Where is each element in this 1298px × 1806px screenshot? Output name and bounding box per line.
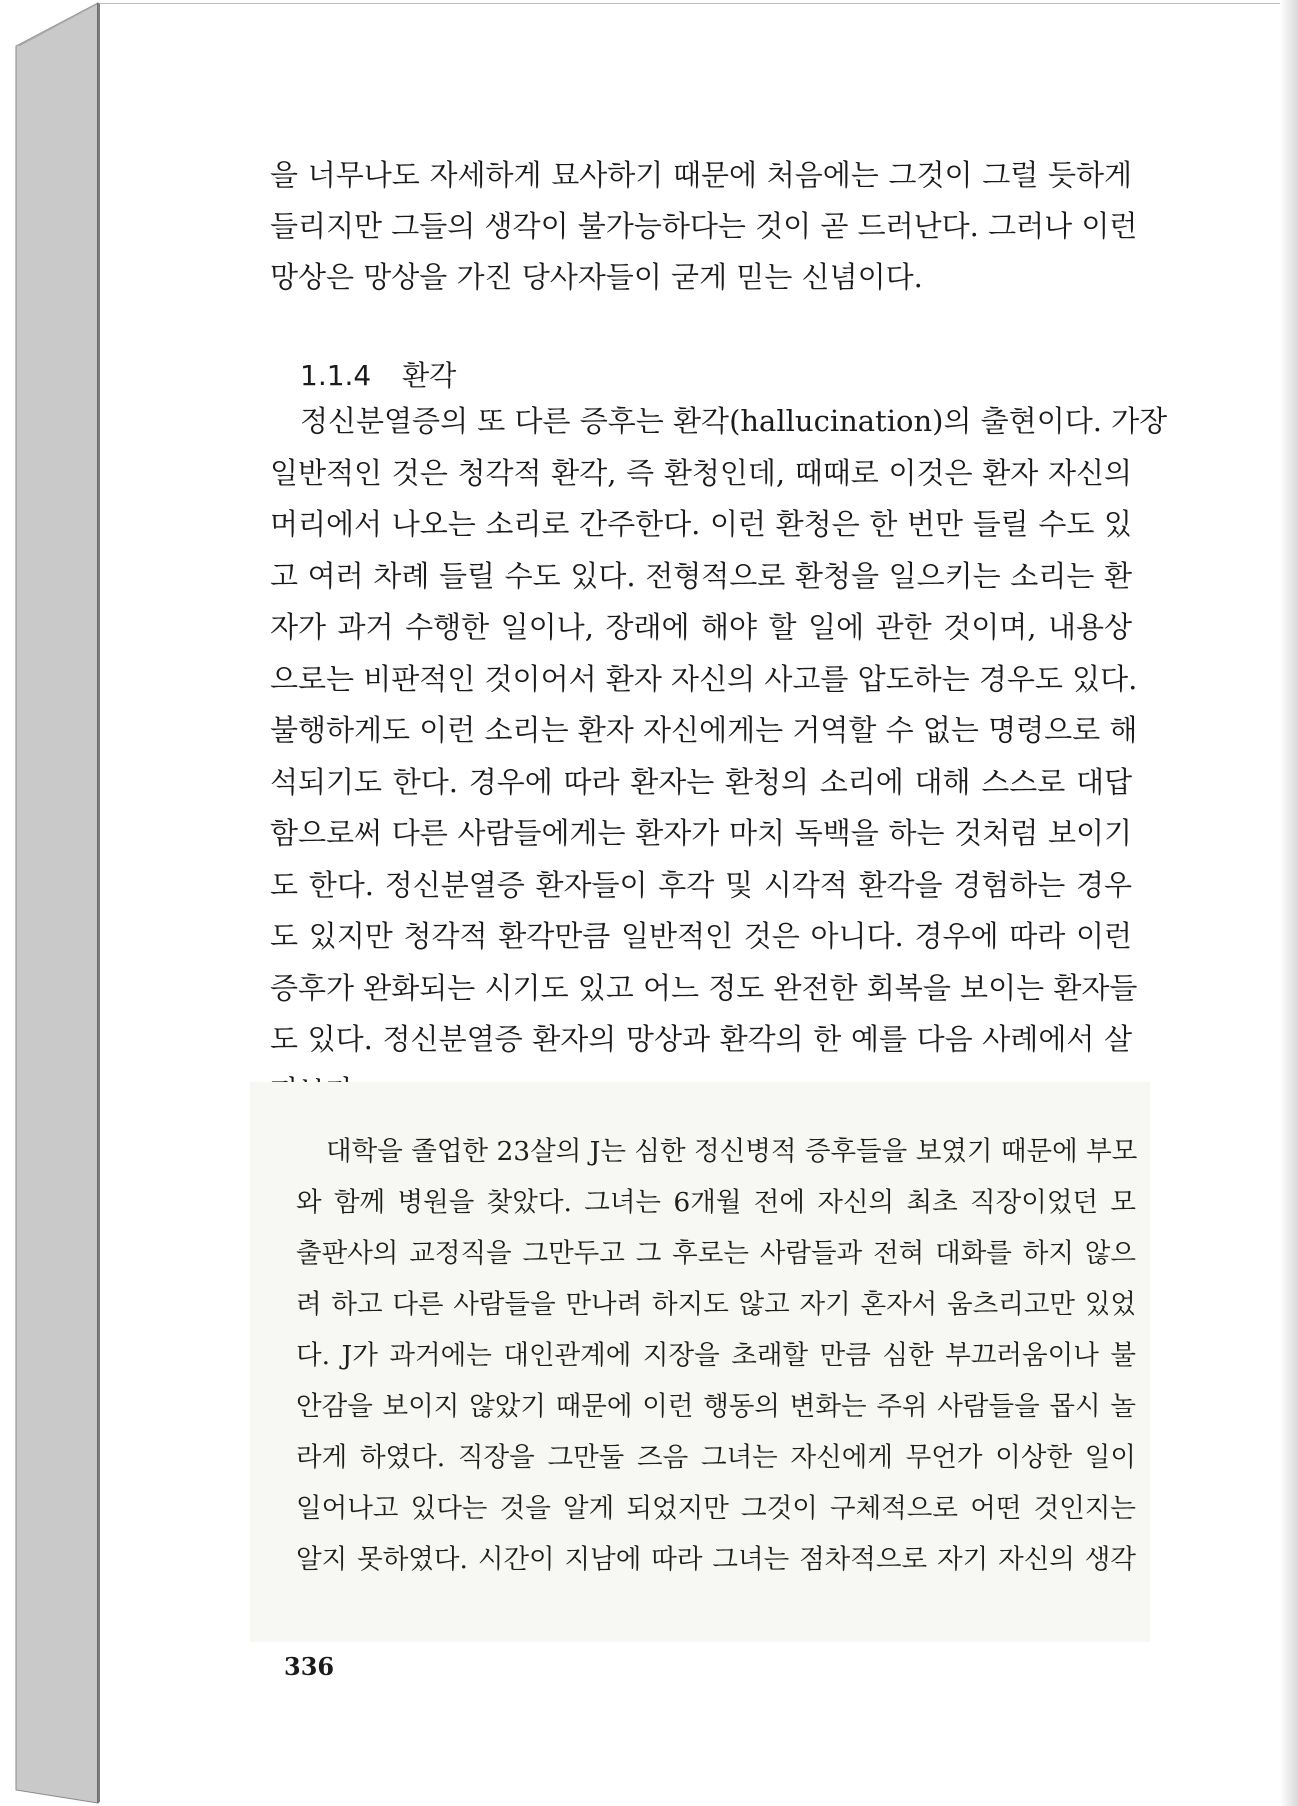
- paragraph-hallucination: [270, 396, 1168, 1117]
- section-title: 환각: [402, 359, 457, 392]
- paragraph-delusion-continued: [270, 150, 1138, 303]
- text-line: 함으로써 다른 사람들에게는 환자가 마치 독백을 하는 것처럼 보이기: [270, 816, 1132, 850]
- text-line: 도 있지만 청각적 환각만큼 일반적인 것은 아니다. 경우에 따라 이런: [270, 919, 1132, 953]
- text-line: 을 너무나도 자세하게 묘사하기 때문에 처음에는 그것이 그럴 듯하게: [270, 158, 1132, 192]
- text-line: 머리에서 나오는 소리로 간주한다. 이런 환청은 한 번만 들릴 수도 있: [270, 507, 1132, 541]
- text-line: 와 함께 병원을 찾았다. 그녀는 6개월 전에 자신의 최초 직장이었던 모: [296, 1187, 1136, 1218]
- text-line: 으로는 비판적인 것이어서 환자 자신의 사고를 압도하는 경우도 있다.: [270, 661, 1138, 696]
- text-line: 증후가 완화되는 시기도 있고 어느 정도 완전한 회복을 보이는 환자들: [270, 970, 1138, 1005]
- text-line: 려 하고 다른 사람들을 만나려 하지도 않고 자기 혼자서 움츠리고만 있었: [296, 1289, 1136, 1320]
- text-line: 다. J가 과거에는 대인관계에 지장을 초래할 만큼 심한 부끄러움이나 불: [296, 1340, 1136, 1371]
- section-heading: [300, 354, 456, 394]
- case-study-paragraph: [296, 1126, 1136, 1585]
- page-edge-shadow: [1280, 0, 1298, 1806]
- text-line: 도 있다. 정신분열증 환자의 망상과 환각의 한 예를 다음 사례에서 살: [270, 1022, 1132, 1056]
- text-line: 자가 과거 수행한 일이나, 장래에 해야 할 일에 관한 것이며, 내용상: [270, 610, 1132, 644]
- section-number: 1.1.4: [300, 359, 372, 392]
- text-line: 라게 하였다. 직장을 그만둘 즈음 그녀는 자신에게 무언가 이상한 일이: [296, 1442, 1136, 1473]
- text-line: 출판사의 교정직을 그만두고 그 후로는 사람들과 전혀 대화를 하지 않으: [296, 1238, 1136, 1269]
- text-line: 알지 못하였다. 시간이 지남에 따라 그녀는 점차적으로 자기 자신의 생각: [296, 1544, 1136, 1575]
- text-line: 정신분열증의 또 다른 증후는 환각(hallucination)의 출현이다. 가장: [300, 404, 1168, 438]
- text-line: 망상은 망상을 가진 당사자들이 굳게 믿는 신념이다.: [270, 260, 923, 294]
- text-line: 대학을 졸업한 23살의 J는 심한 정신병적 증후들을 보였기 때문에 부모: [326, 1136, 1138, 1167]
- text-line: 불행하게도 이런 소리는 환자 자신에게는 거역할 수 없는 명령으로 해: [270, 713, 1138, 747]
- text-line: 일반적인 것은 청각적 환각, 즉 환청인데, 때때로 이것은 환자 자신의: [270, 455, 1132, 490]
- text-line: 안감을 보이지 않았기 때문에 이런 행동의 변화는 주위 사람들을 몹시 놀: [296, 1391, 1136, 1422]
- text-line: 들리지만 그들의 생각이 불가능하다는 것이 곧 드러난다. 그러나 이런: [270, 209, 1138, 243]
- text-line: 일어나고 있다는 것을 알게 되었지만 그것이 구체적으로 어떤 것인지는: [296, 1493, 1136, 1524]
- text-line: 도 한다. 정신분열증 환자들이 후각 및 시각적 환각을 경험하는 경우: [270, 867, 1132, 902]
- text-line: 석되기도 한다. 경우에 따라 환자는 환청의 소리에 대해 스스로 대답: [270, 764, 1132, 799]
- text-line: 고 여러 차례 들릴 수도 있다. 전형적으로 환청을 일으키는 소리는 환: [270, 558, 1132, 593]
- page-number: 336: [284, 1652, 335, 1681]
